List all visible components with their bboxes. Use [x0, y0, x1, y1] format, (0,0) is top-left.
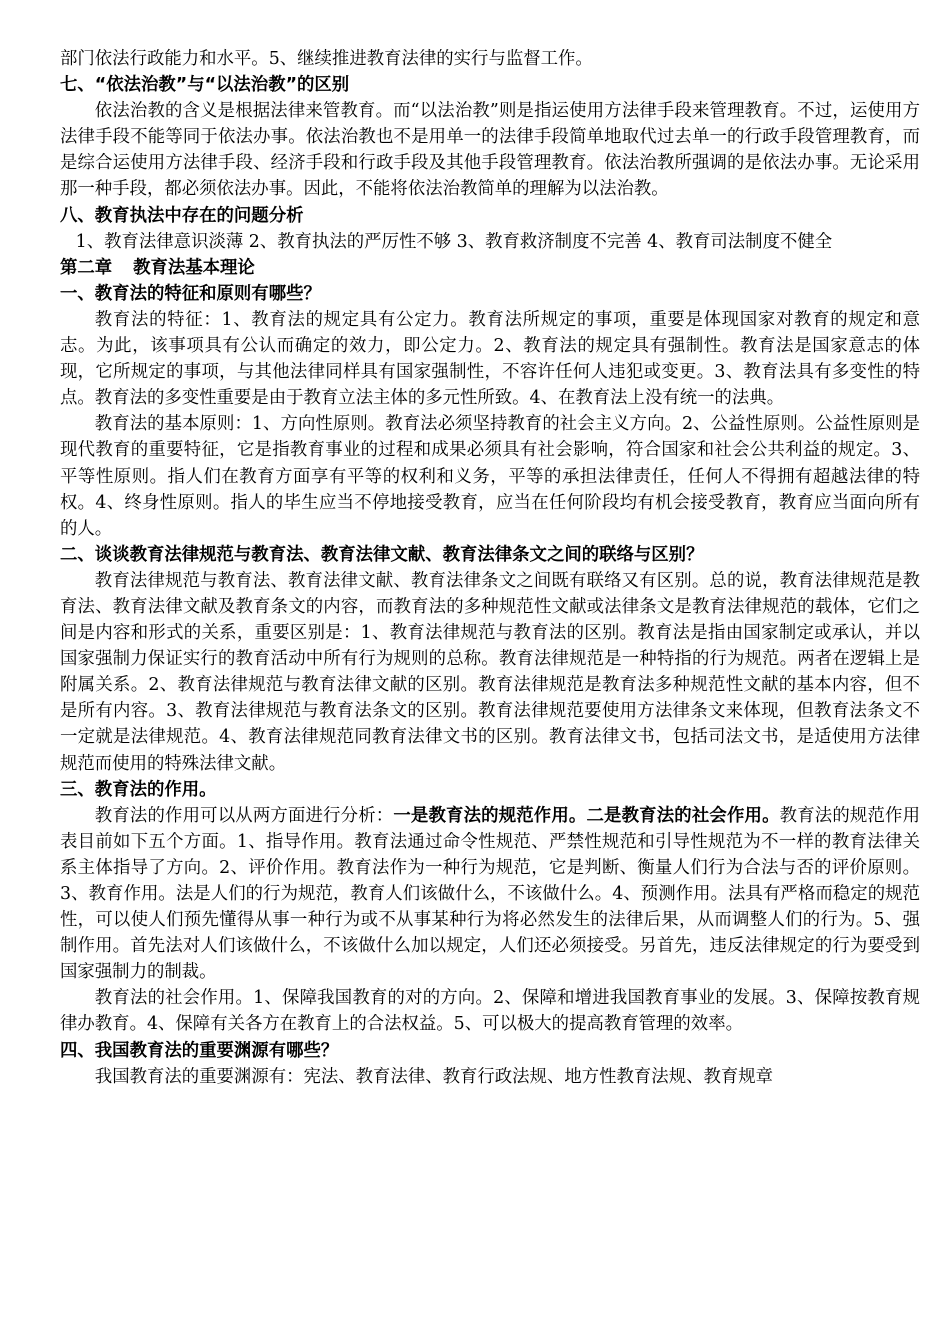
functions-rest-text: 教育法的规范作用表目前如下五个方面。1、指导作用。教育法通过命令性规范、严禁性规范和引导性规范为不一样的教育法律关系主体指导了方向。2、评价作用。教育法作为一种行为规范，它是判断、衡量人们行为合法与否的评价原则。3、教育作用。法是人们的行为规范，教育人们该做什么，不该做什么。4、预测作用。法具有严格而稳定的规范性，可以使人们预先懂得从事一种行为或不从事某种行为将必然发生的法律后果，从而调整人们的行为。5、强制作用。首先法对人们该做什么，不该做什么加以规定，人们还必须接受。另首先，违反法律规定的行为要受到国家强制力的制裁。 — [60, 805, 920, 983]
paragraph-law-sources: 我国教育法的重要渊源有：宪法、教育法律、教育行政法规、地方性教育法规、教育规章 — [94, 1066, 774, 1087]
chapter-title: 教育法基本理论 — [133, 257, 255, 278]
question-heading-4: 四、我国教育法的重要渊源有哪些？ — [60, 1040, 339, 1061]
paragraph-law-characteristics: 教育法的特征：1、教育法的规定具有公定力。教育法所规定的事项，重要是体现国家对教育的规定和意志。为此，该事项具有公认而确定的效力，即公定力。2、教育法的规定具有强制性。教育法是国家意志的体现，它所规定的事项，与其他法律同样具有国家强制性，不容许任何人违犯或变更。3、教育法具有多变性的特点。教育法的多变性重要是由于教育立法主体的多元性所致。4、在教育法上没有统一的法典。 — [60, 309, 920, 409]
question-heading-2: 二、谈谈教育法律规范与教育法、教育法律文献、教育法律条文之间的联络与区别？ — [60, 544, 704, 565]
question-heading-1: 一、教育法的特征和原则有哪些？ — [60, 283, 321, 304]
paragraph-law-functions — [60, 803, 920, 986]
chapter-number: 第二章 — [60, 257, 113, 278]
paragraph-rule-of-law-difference: 依法治教的含义是根据法律来管教育。而“以法治教”则是指运使用方法律手段来管理教育。不过，运使用方法律手段不能等同于依法办事。依法治教也不是用单一的法律手段简单地取代过去单一的行政手段管理教育，而是综合运使用方法律手段、经济手段和行政手段及其他手段管理教育。依法治教所强调的是依法办事。无论采用那一种手段，都必须依法办事。因此，不能将依法治教简单的理解为以法治教。 — [60, 101, 920, 200]
document-page — [60, 46, 920, 1090]
section-heading-7: 七、“依法治教”与“以法治教”的区别 — [60, 75, 350, 96]
section-heading-8: 八、教育执法中存在的问题分析 — [60, 205, 304, 226]
paragraph-enforcement-problems: 1、教育法律意识淡薄 2、教育执法的严厉性不够 3、教育救济制度不完善 4、教育司法制度不健全 — [75, 231, 833, 252]
paragraph-social-functions: 教育法的社会作用。1、保障我国教育的对的方向。2、保障和增进我国教育事业的发展。3、保障按教育规律办教育。4、保障有关各方在教育上的合法权益。5、可以极大的提高教育管理的效率。 — [60, 988, 920, 1035]
functions-lead-text: 教育法的作用可以从两方面进行分析： — [94, 805, 394, 826]
chapter-heading — [60, 255, 920, 281]
question-heading-3: 三、教育法的作用。 — [60, 779, 217, 800]
paragraph-norms-relations: 教育法律规范与教育法、教育法律文献、教育法律条文之间既有联络又有区别。总的说，教育法律规范是教育法、教育法律文献及教育条文的内容，而教育法的多种规范性文献或法律条文是教育法律规范的载体，它们之间是内容和形式的关系，重要区别是：1、教育法律规范与教育法的区别。教育法是指由国家制定或承认，并以国家强制力保证实行的教育活动中所有行为规则的总称。教育法律规范是一种特指的行为规范。两者在逻辑上是附属关系。2、教育法律规范与教育法律文献的区别。教育法律规范是教育法多种规范性文献的基本内容，但不是所有内容。3、教育法律规范与教育法条文的区别。教育法律规范要使用方法律条文来体现，但教育法条文不一定就是法律规范。4、教育法律规范同教育法律文书的区别。教育法律文书，包括司法文书，是适使用方法律规范而使用的特殊法律文献。 — [60, 570, 920, 774]
paragraph-law-principles: 教育法的基本原则：1、方向性原则。教育法必须坚持教育的社会主义方向。2、公益性原则。公益性原则是现代教育的重要特征，它是指教育事业的过程和成果必须具有社会影响，符合国家和社会公共利益的规定。3、平等性原则。指人们在教育方面享有平等的权利和义务，平等的承担法律责任，任何人不得拥有超越法律的特权。4、终身性原则。指人的毕生应当不停地接受教育，应当在任何阶段均有机会接受教育，教育应当面向所有的人。 — [60, 414, 920, 539]
paragraph-continuation: 部门依法行政能力和水平。5、继续推进教育法律的实行与监督工作。 — [60, 49, 593, 69]
functions-bold-text: 一是教育法的规范作用。二是教育法的社会作用。 — [393, 805, 780, 826]
